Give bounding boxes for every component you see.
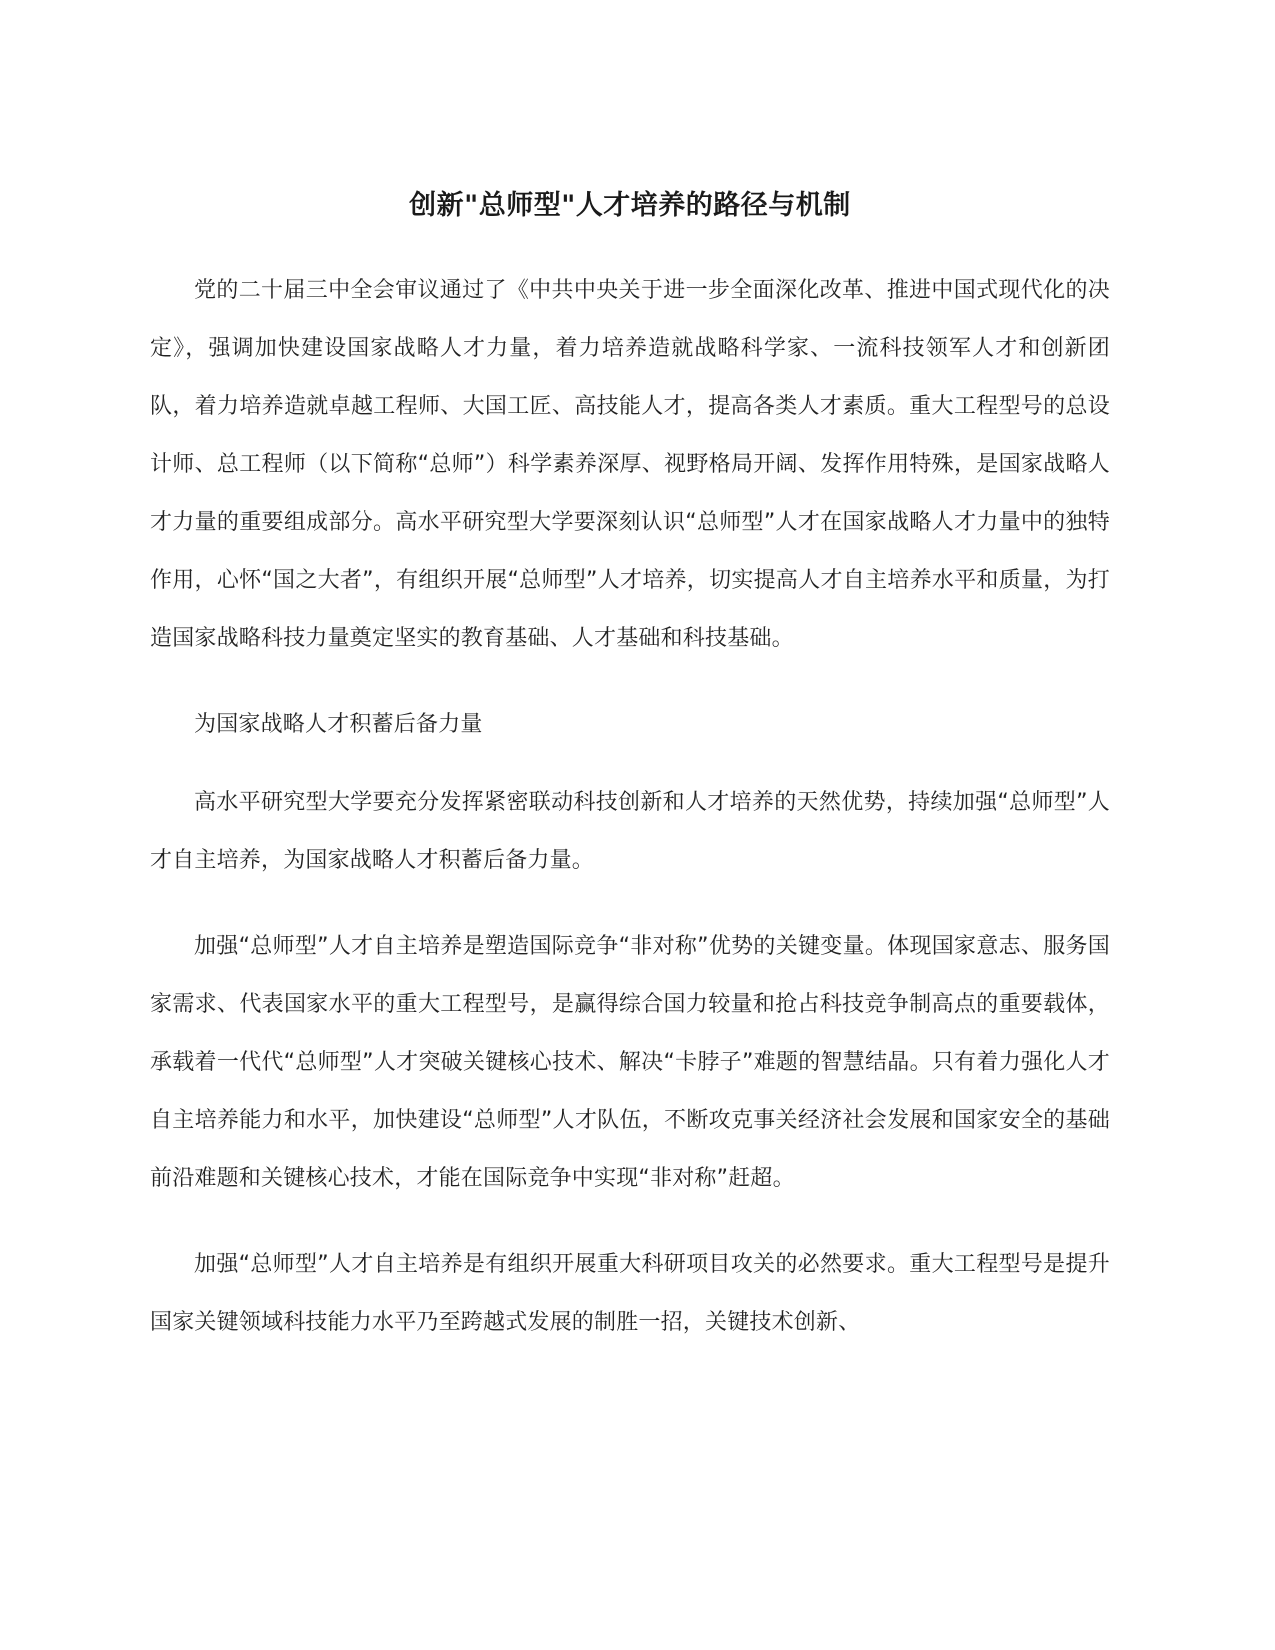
document-body — [150, 262, 1110, 1380]
document-title: 创新"总师型"人才培养的路径与机制 — [409, 190, 851, 221]
section-heading: 为国家战略人才积蓄后备力量 — [194, 712, 483, 737]
paragraph-section-lead: 高水平研究型大学要充分发挥紧密联动科技创新和人才培养的天然优势，持续加强“总师型”人才自主培养，为国家战略人才积蓄后备力量。 — [150, 790, 1110, 873]
paragraph-organized-research: 加强“总师型”人才自主培养是有组织开展重大科研项目攻关的必然要求。重大工程型号是提升国家关键领域科技能力水平乃至跨越式发展的制胜一招，关键技术创新、 — [150, 1252, 1110, 1335]
paragraph-asymmetric-advantage: 加强“总师型”人才自主培养是塑造国际竞争“非对称”优势的关键变量。体现国家意志、服务国家需求、代表国家水平的重大工程型号，是赢得综合国力较量和抢占科技竞争制高点的重要载体，承载着一代代“总师型”人才突破关键核心技术、解决“卡脖子”难题的智慧结晶。只有着力强化人才自主培养能力和水平，加快建设“总师型”人才队伍，不断攻克事关经济社会发展和国家安全的基础前沿难题和关键核心技术，才能在国际竞争中实现“非对称”赶超。 — [150, 934, 1110, 1191]
paragraph-intro: 党的二十届三中全会审议通过了《中共中央关于进一步全面深化改革、推进中国式现代化的决定》，强调加快建设国家战略人才力量，着力培养造就战略科学家、一流科技领军人才和创新团队，着力培养造就卓越工程师、大国工匠、高技能人才，提高各类人才素质。重大工程型号的总设计师、总工程师（以下简称“总师”）科学素养深厚、视野格局开阔、发挥作用特殊，是国家战略人才力量的重要组成部分。高水平研究型大学要深刻认识“总师型”人才在国家战略人才力量中的独特作用，心怀“国之大者”，有组织开展“总师型”人才培养，切实提高人才自主培养水平和质量，为打造国家战略科技力量奠定坚实的教育基础、人才基础和科技基础。 — [150, 278, 1110, 651]
